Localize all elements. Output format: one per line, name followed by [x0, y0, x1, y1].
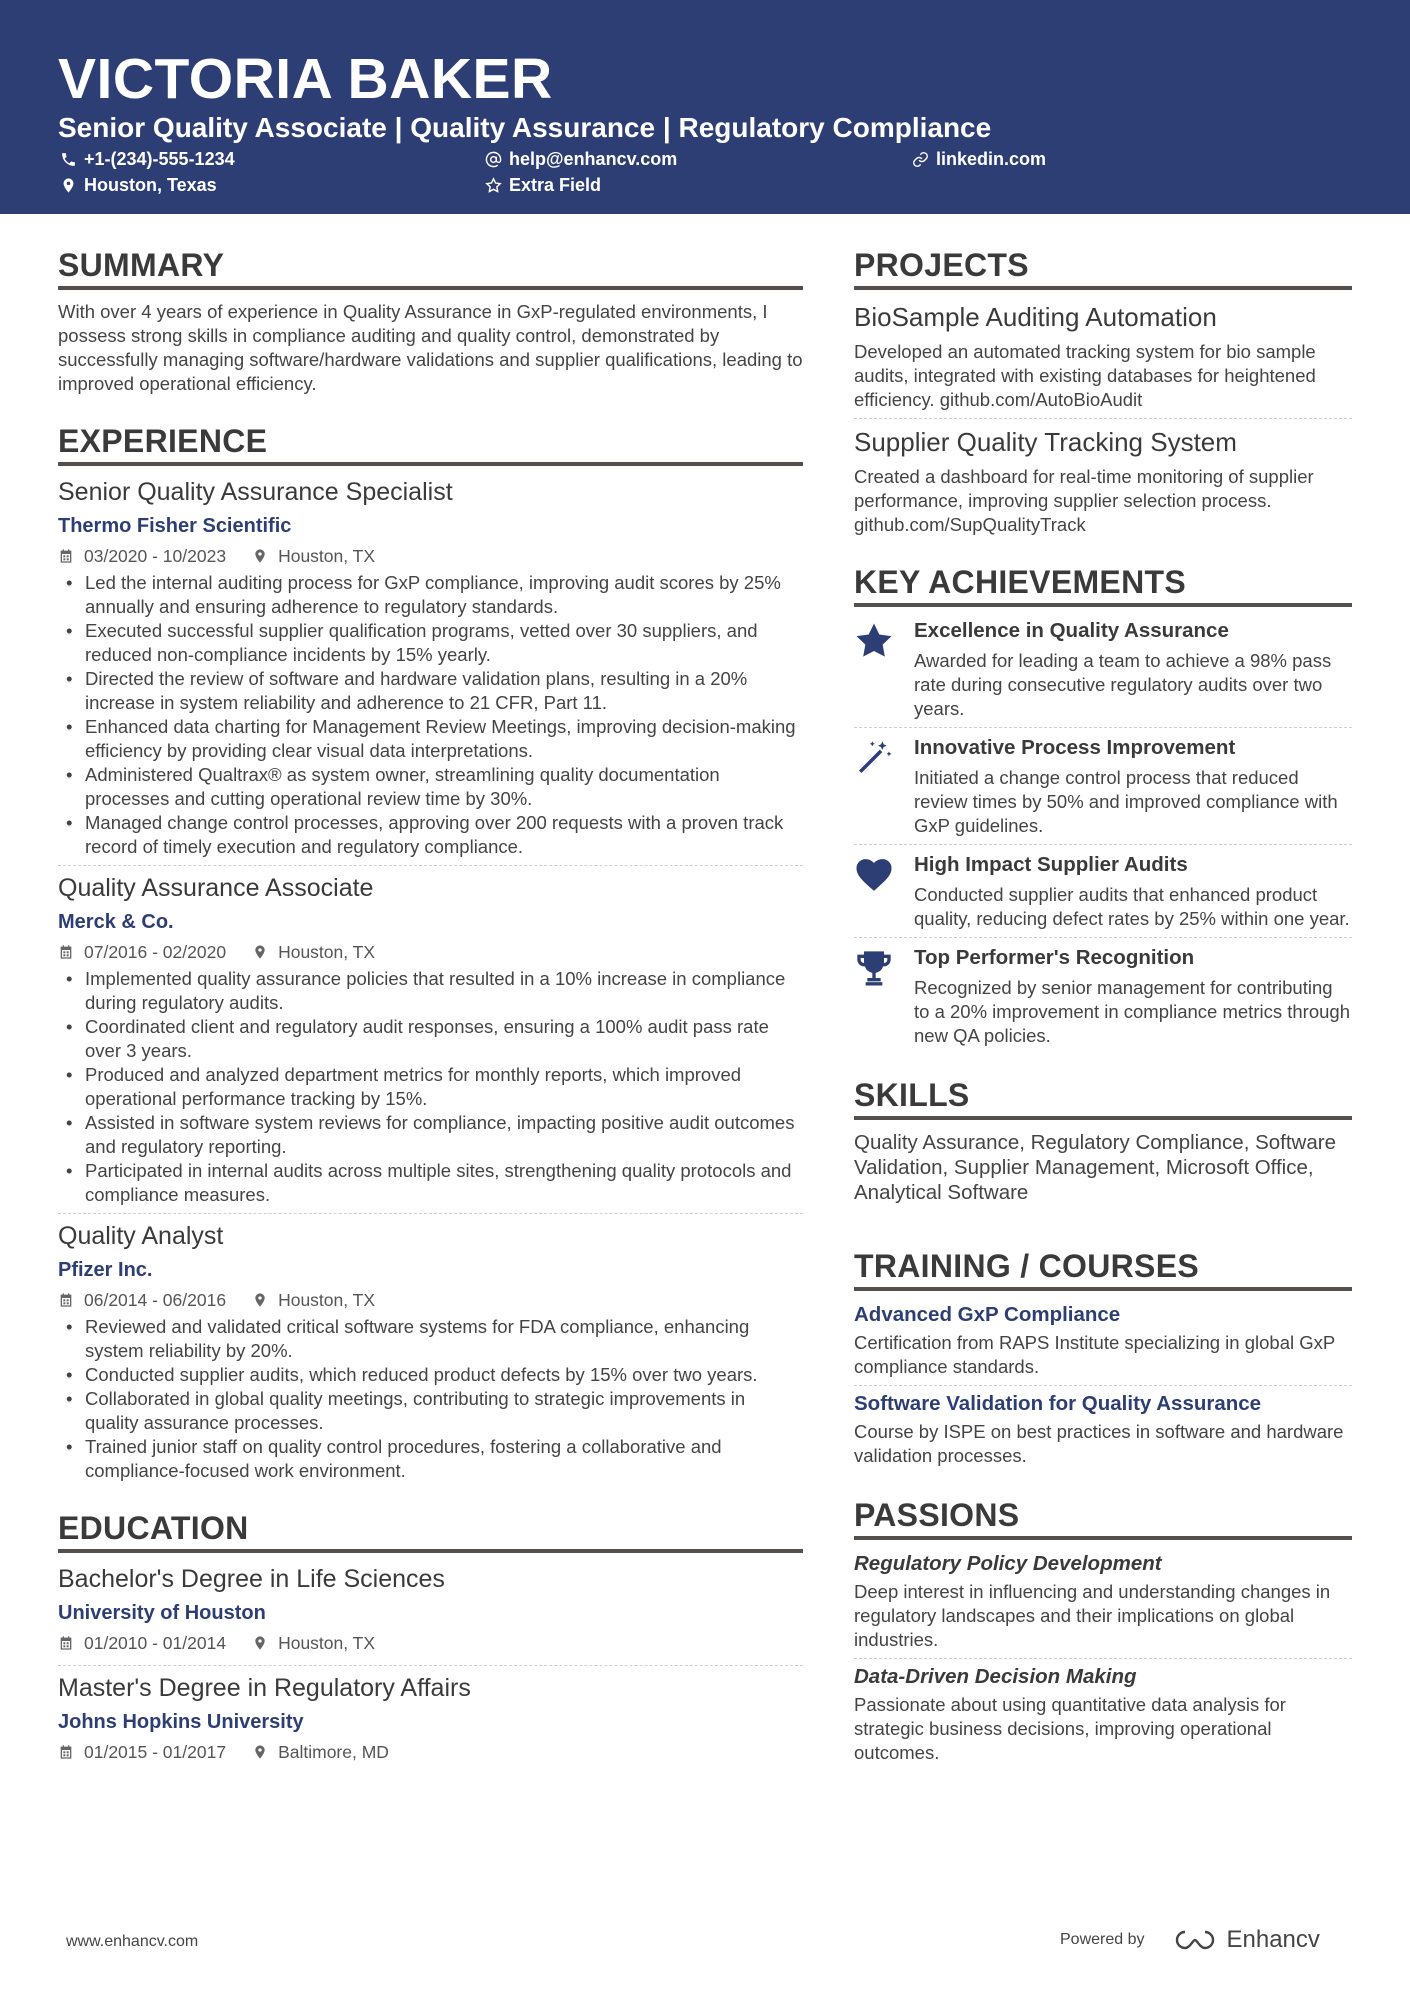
course-description: Course by ISPE on best practices in software and hardware validation processes.	[854, 1421, 1344, 1466]
calendar-icon	[58, 548, 74, 564]
location-pin-icon	[252, 1635, 268, 1651]
divider	[58, 865, 803, 866]
education-entry	[58, 1563, 803, 1655]
job-bullets	[58, 967, 803, 1207]
job-bullets	[58, 571, 803, 859]
project-entry	[854, 425, 1352, 537]
heart-icon	[854, 855, 894, 895]
linkedin-text: linkedin.com	[936, 149, 1047, 169]
magic-wand-icon	[854, 738, 894, 778]
section-heading: SKILLS	[854, 1076, 1352, 1120]
divider	[58, 1213, 803, 1214]
education-entry	[58, 1672, 803, 1764]
at-icon	[485, 151, 502, 168]
company-name: Thermo Fisher Scientific	[58, 515, 292, 537]
project-title: Supplier Quality Tracking System	[854, 427, 1237, 457]
course-entry	[854, 1390, 1352, 1468]
project-title: BioSample Auditing Automation	[854, 302, 1217, 332]
bullet-item: • Implemented quality assurance policies that resulted in a 10% increase in compliance during regulatory audits.	[58, 967, 803, 1015]
bullet-item: • Managed change control processes, approving over 200 requests with a proven track record of timely execution and regulatory compliance.	[58, 811, 803, 859]
divider	[854, 1658, 1352, 1659]
summary-section	[58, 246, 803, 396]
achievement-title: Excellence in Quality Assurance	[914, 619, 1229, 642]
education-location: Baltimore, MD	[278, 1742, 389, 1762]
trophy-icon	[854, 948, 894, 988]
passion-title: Data-Driven Decision Making	[854, 1665, 1137, 1688]
job-title: Quality Assurance Associate	[58, 874, 374, 902]
bullet-item: • Participated in internal audits across multiple sites, strengthening quality protocols and compliance measures.	[58, 1159, 803, 1207]
job-meta	[58, 940, 803, 964]
location-pin-icon	[252, 944, 268, 960]
calendar-icon	[58, 1635, 74, 1651]
achievement-entry	[854, 617, 1352, 721]
passion-entry	[854, 1663, 1352, 1765]
achievement-title: Innovative Process Improvement	[914, 736, 1236, 759]
achievement-description: Conducted supplier audits that enhanced product quality, reducing defect rates by 25% within one year.	[914, 884, 1350, 929]
divider	[854, 937, 1352, 938]
passion-description: Passionate about using quantitative data analysis for strategic business decisions, improving operational outcomes.	[854, 1694, 1286, 1763]
skills-list: Quality Assurance, Regulatory Compliance, Software Validation, Supplier Management, Microsoft Office, Analytical Software	[854, 1131, 1336, 1204]
job-dates: 06/2014 - 06/2016	[84, 1290, 227, 1310]
enhancv-logo	[1171, 1926, 1320, 1954]
link-icon	[912, 151, 929, 168]
divider	[58, 1665, 803, 1666]
course-title: Software Validation for Quality Assurance	[854, 1392, 1262, 1415]
section-heading: PROJECTS	[854, 246, 1352, 290]
bullet-item: • Reviewed and validated critical software systems for FDA compliance, enhancing system reliability by 20%.	[58, 1315, 803, 1363]
divider	[854, 844, 1352, 845]
achievement-description: Initiated a change control process that reduced review times by 50% and improved compliance with GxP guidelines.	[914, 767, 1338, 836]
achievement-description: Awarded for leading a team to achieve a 98% pass rate during consecutive regulatory audits over two years.	[914, 650, 1332, 719]
skills-section	[854, 1076, 1352, 1205]
project-description: Developed an automated tracking system for bio sample audits, integrated with existing databases for heightened efficiency. github.com/AutoBioAudit	[854, 341, 1316, 410]
training-section	[854, 1247, 1352, 1468]
bullet-item: • Collaborated in global quality meetings, contributing to strategic improvements in quality assurance processes.	[58, 1387, 803, 1435]
right-column	[854, 246, 1352, 1765]
calendar-icon	[58, 1292, 74, 1308]
achievements-section	[854, 563, 1352, 1048]
achievement-title: Top Performer's Recognition	[914, 946, 1195, 969]
location-pin-icon	[60, 177, 77, 194]
job-dates: 03/2020 - 10/2023	[84, 546, 227, 566]
education-dates: 01/2015 - 01/2017	[84, 1742, 227, 1762]
job-dates: 07/2016 - 02/2020	[84, 942, 227, 962]
job-title: Senior Quality Assurance Specialist	[58, 478, 453, 506]
projects-section	[854, 246, 1352, 537]
email-text: help@enhancv.com	[509, 149, 678, 169]
achievement-entry	[854, 944, 1352, 1048]
candidate-name: VICTORIA BAKER	[58, 47, 553, 111]
achievement-description: Recognized by senior management for contributing to a 20% improvement in compliance metrics through new QA policies.	[914, 977, 1350, 1046]
job-entry	[58, 872, 803, 1207]
bullet-item: • Led the internal auditing process for GxP compliance, improving audit scores by 25% annually and ensuring adherence to regulatory standards.	[58, 571, 803, 619]
project-entry	[854, 300, 1352, 412]
company-name: Pfizer Inc.	[58, 1259, 153, 1281]
contact-extra	[485, 173, 601, 197]
header-banner	[0, 0, 1410, 214]
location-pin-icon	[252, 1744, 268, 1760]
job-entry	[58, 1220, 803, 1483]
summary-text: With over 4 years of experience in Quality Assurance in GxP-regulated environments, I possess strong skills in compliance auditing and quality control, demonstrated by successfully managing software/hardware validations and supplier qualifications, leading to improved operational efficiency.	[58, 301, 803, 394]
extra-field-text: Extra Field	[509, 175, 602, 195]
degree-title: Master's Degree in Regulatory Affairs	[58, 1674, 471, 1702]
job-bullets	[58, 1315, 803, 1483]
job-location: Houston, TX	[278, 546, 376, 566]
divider	[854, 418, 1352, 419]
education-meta	[58, 1631, 803, 1655]
enhancv-logo-icon	[1171, 1927, 1219, 1953]
calendar-icon	[58, 1744, 74, 1760]
passion-entry	[854, 1550, 1352, 1652]
course-entry	[854, 1301, 1352, 1379]
bullet-item: • Directed the review of software and hardware validation plans, resulting in a 20% increase in system reliability and adherence to 21 CFR, Part 11.	[58, 667, 803, 715]
job-entry	[58, 476, 803, 859]
education-location: Houston, TX	[278, 1633, 376, 1653]
achievement-entry	[854, 851, 1352, 931]
achievement-title: High Impact Supplier Audits	[914, 853, 1188, 876]
enhancv-brand-text: Enhancv	[1226, 1926, 1320, 1953]
bullet-item: • Produced and analyzed department metrics for monthly reports, which improved operational performance tracking by 15%.	[58, 1063, 803, 1111]
star-icon	[854, 621, 894, 661]
school-name: Johns Hopkins University	[58, 1711, 304, 1733]
achievement-entry	[854, 734, 1352, 838]
bullet-item: • Enhanced data charting for Management Review Meetings, improving decision-making efficiency by providing clear visual data interpretations.	[58, 715, 803, 763]
bullet-item: • Executed successful supplier qualification programs, vetted over 30 suppliers, and reduced non-compliance incidents by 15% yearly.	[58, 619, 803, 667]
job-meta	[58, 544, 803, 568]
school-name: University of Houston	[58, 1602, 266, 1624]
course-description: Certification from RAPS Institute specializing in global GxP compliance standards.	[854, 1332, 1335, 1377]
passions-section	[854, 1496, 1352, 1765]
experience-section	[58, 422, 803, 1483]
project-description: Created a dashboard for real-time monitoring of supplier performance, improving supplier selection process. github.com/SupQualityTrack	[854, 466, 1314, 535]
candidate-title: Senior Quality Associate | Quality Assurance | Regulatory Compliance	[58, 112, 992, 143]
bullet-item: • Coordinated client and regulatory audit responses, ensuring a 100% audit pass rate over 3 years.	[58, 1015, 803, 1063]
passion-title: Regulatory Policy Development	[854, 1552, 1162, 1575]
job-title: Quality Analyst	[58, 1222, 224, 1250]
calendar-icon	[58, 944, 74, 960]
passion-description: Deep interest in influencing and understanding changes in regulatory landscapes and their implications on global industries.	[854, 1581, 1331, 1650]
bullet-item: • Conducted supplier audits, which reduced product defects by 15% over two years.	[58, 1363, 803, 1387]
divider	[854, 727, 1352, 728]
location-text: Houston, Texas	[84, 175, 217, 195]
star-outline-icon	[485, 177, 502, 194]
location-pin-icon	[252, 1292, 268, 1308]
section-heading: EDUCATION	[58, 1509, 803, 1553]
job-location: Houston, TX	[278, 942, 376, 962]
contact-phone[interactable]	[60, 147, 235, 171]
phone-icon	[60, 151, 77, 168]
contact-location	[60, 173, 217, 197]
left-column	[58, 246, 803, 1764]
footer-powered-by[interactable]	[1060, 1926, 1320, 1954]
powered-by-label: Powered by	[1060, 1931, 1145, 1948]
degree-title: Bachelor's Degree in Life Sciences	[58, 1565, 445, 1593]
contact-linkedin[interactable]	[912, 147, 1046, 171]
section-heading: TRAINING / COURSES	[854, 1247, 1352, 1291]
bullet-item: • Administered Qualtrax® as system owner, streamlining quality documentation processes and cutting operational review time by 30%.	[58, 763, 803, 811]
company-name: Merck & Co.	[58, 911, 174, 933]
footer-website-link[interactable]: www.enhancv.com	[66, 1933, 199, 1950]
contact-email[interactable]	[485, 147, 677, 171]
job-location: Houston, TX	[278, 1290, 376, 1310]
location-pin-icon	[252, 548, 268, 564]
section-heading: KEY ACHIEVEMENTS	[854, 563, 1352, 607]
education-meta	[58, 1740, 803, 1764]
section-heading: EXPERIENCE	[58, 422, 803, 466]
education-section	[58, 1509, 803, 1764]
phone-text: +1-(234)-555-1234	[84, 149, 235, 169]
job-meta	[58, 1288, 803, 1312]
bullet-item: • Assisted in software system reviews for compliance, impacting positive audit outcomes and regulatory reporting.	[58, 1111, 803, 1159]
bullet-item: • Trained junior staff on quality control procedures, fostering a collaborative and compliance-focused work environment.	[58, 1435, 803, 1483]
education-dates: 01/2010 - 01/2014	[84, 1633, 227, 1653]
course-title: Advanced GxP Compliance	[854, 1303, 1121, 1326]
section-heading: SUMMARY	[58, 246, 803, 290]
section-heading: PASSIONS	[854, 1496, 1352, 1540]
divider	[854, 1385, 1352, 1386]
